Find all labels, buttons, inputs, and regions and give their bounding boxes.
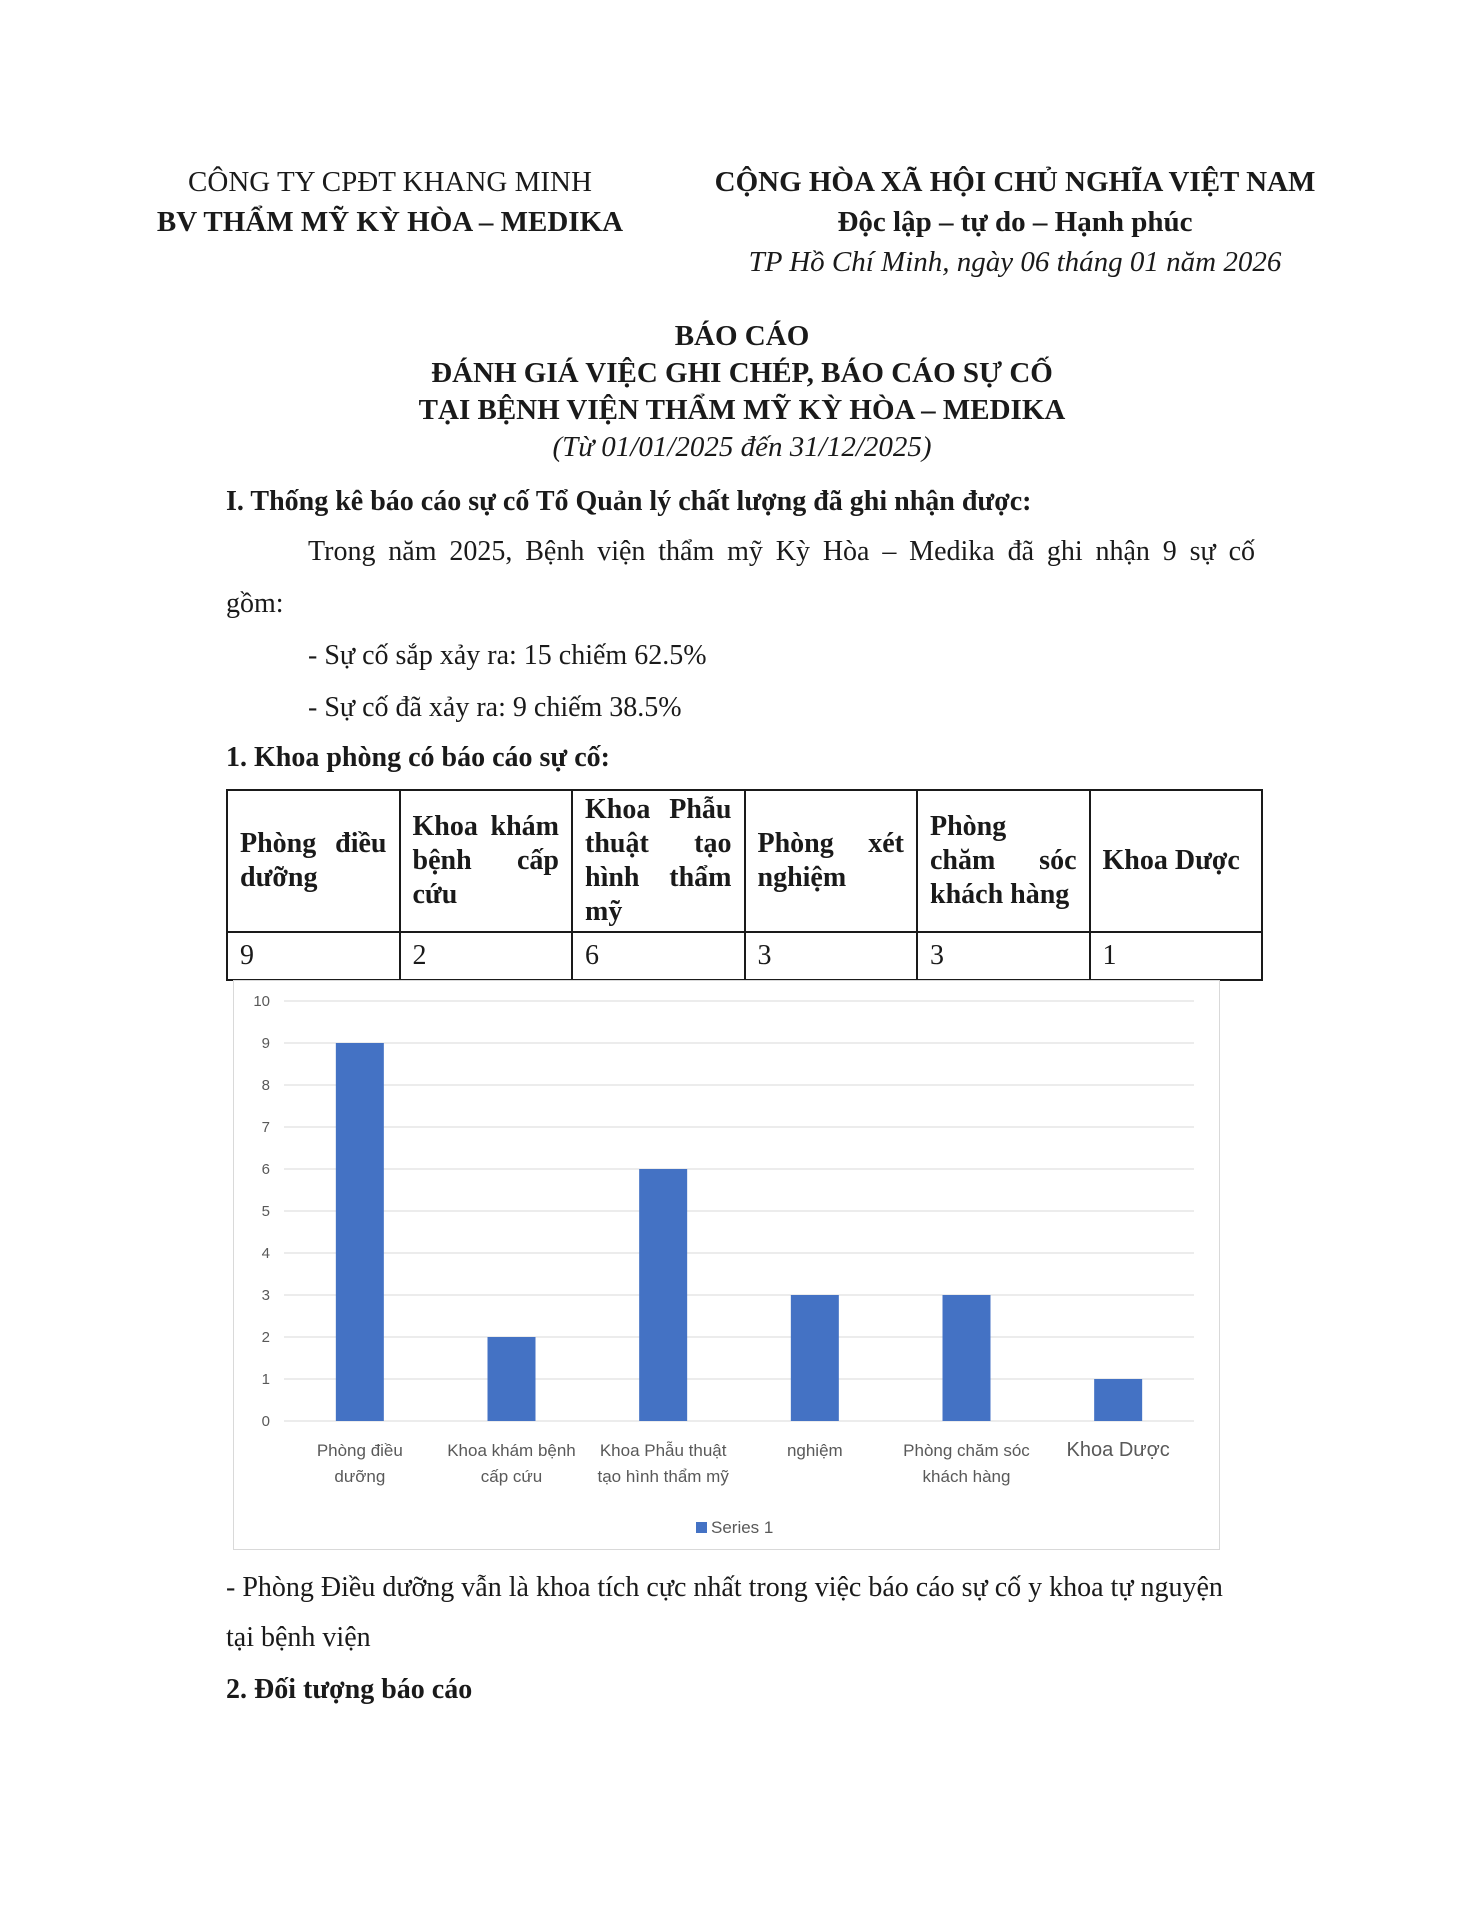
section-1-heading: I. Thống kê báo cáo sự cố Tổ Quản lý chất lượng đã ghi nhận được: <box>226 486 1032 517</box>
table-cell: 2 <box>400 932 573 980</box>
y-tick-label: 0 <box>261 1413 270 1430</box>
legend-swatch <box>696 1522 707 1533</box>
bar <box>791 1295 839 1421</box>
section-1-intro-cont: gồm: <box>226 588 284 619</box>
y-tick-label: 3 <box>261 1287 270 1304</box>
bar <box>336 1043 384 1421</box>
report-subtitle-1: ĐÁNH GIÁ VIỆC GHI CHÉP, BÁO CÁO SỰ CỐ <box>431 357 1053 389</box>
hospital-name: BV THẨM MỸ KỲ HÒA – MEDIKA <box>156 206 624 238</box>
bar <box>488 1337 536 1421</box>
y-tick-label: 4 <box>261 1245 270 1262</box>
y-tick-label: 9 <box>261 1035 270 1052</box>
bar <box>639 1169 687 1421</box>
department-table <box>226 789 1263 981</box>
x-tick-label: khách hàng <box>922 1467 1011 1486</box>
section-1-intro: Trong năm 2025, Bệnh viện thẩm mỹ Kỳ Hòa – Medika đã ghi nhận 9 sự cố <box>308 536 1255 567</box>
x-tick-label: cấp cứu <box>480 1467 543 1486</box>
conclusion-text: - Phòng Điều dưỡng vẫn là khoa tích cực nhất trong việc báo cáo sự cố y khoa tự nguyện <box>226 1572 1223 1603</box>
bullet-near-miss: - Sự cố sắp xảy ra: 15 chiếm 62.5% <box>308 640 707 671</box>
x-tick-label: Khoa Dược <box>1066 1439 1170 1461</box>
report-subtitle-2: TẠI BỆNH VIỆN THẨM MỸ KỲ HÒA – MEDIKA <box>418 394 1066 426</box>
x-tick-label: Khoa khám bệnh <box>447 1441 576 1460</box>
table-cell: 1 <box>1090 932 1263 980</box>
table-cell: 9 <box>227 932 400 980</box>
subsection-2-heading: 2. Đối tượng báo cáo <box>226 1674 473 1705</box>
table-header-cell: Khoa khám bệnh cấp cứu <box>400 790 573 932</box>
x-tick-label: Phòng điều <box>316 1441 403 1460</box>
x-tick-label: tạo hình thẩm mỹ <box>597 1467 729 1486</box>
table-cell: 3 <box>745 932 918 980</box>
incident-bar-chart <box>233 980 1220 1550</box>
chart-svg <box>234 981 1219 1549</box>
table-header-row <box>227 790 1262 932</box>
y-tick-label: 10 <box>253 993 270 1010</box>
x-tick-label: nghiệm <box>786 1441 843 1460</box>
table-header-cell: Phòng xét nghiệm <box>745 790 918 932</box>
y-tick-label: 6 <box>261 1161 270 1178</box>
table-cell: 3 <box>917 932 1090 980</box>
conclusion-text-cont: tại bệnh viện <box>226 1622 371 1653</box>
table-header-cell: Phòng điều dưỡng <box>227 790 400 932</box>
table-header-cell: Khoa Dược <box>1090 790 1263 932</box>
place-date: TP Hồ Chí Minh, ngày 06 tháng 01 năm 2026 <box>748 246 1282 278</box>
nation-title: CỘNG HÒA XÃ HỘI CHỦ NGHĨA VIỆT NAM <box>714 166 1316 198</box>
y-tick-label: 8 <box>261 1077 270 1094</box>
motto: Độc lập – tự do – Hạnh phúc <box>837 206 1193 238</box>
table-header-cell: Khoa Phẫu thuật tạo hình thẩm mỹ <box>572 790 745 932</box>
table-cell: 6 <box>572 932 745 980</box>
report-title: BÁO CÁO <box>674 320 810 352</box>
y-tick-label: 2 <box>261 1329 270 1346</box>
y-tick-label: 7 <box>261 1119 270 1136</box>
x-tick-label: dưỡng <box>334 1467 386 1486</box>
bar <box>1094 1379 1142 1421</box>
x-tick-label: Phòng chăm sóc <box>903 1441 1030 1460</box>
report-period: (Từ 01/01/2025 đến 31/12/2025) <box>552 431 932 463</box>
bullet-occurred: - Sự cố đã xảy ra: 9 chiếm 38.5% <box>308 692 682 723</box>
table-header-cell: Phòng chăm sóc khách hàng <box>917 790 1090 932</box>
y-tick-label: 5 <box>261 1203 270 1220</box>
subsection-1-heading: 1. Khoa phòng có báo cáo sự cố: <box>226 742 610 773</box>
table-row <box>227 932 1262 980</box>
company-name: CÔNG TY CPĐT KHANG MINH <box>188 166 592 198</box>
x-tick-label: Khoa Phẫu thuật <box>599 1441 727 1460</box>
legend-label: Series 1 <box>711 1518 774 1537</box>
bar <box>943 1295 991 1421</box>
y-tick-label: 1 <box>261 1371 270 1388</box>
